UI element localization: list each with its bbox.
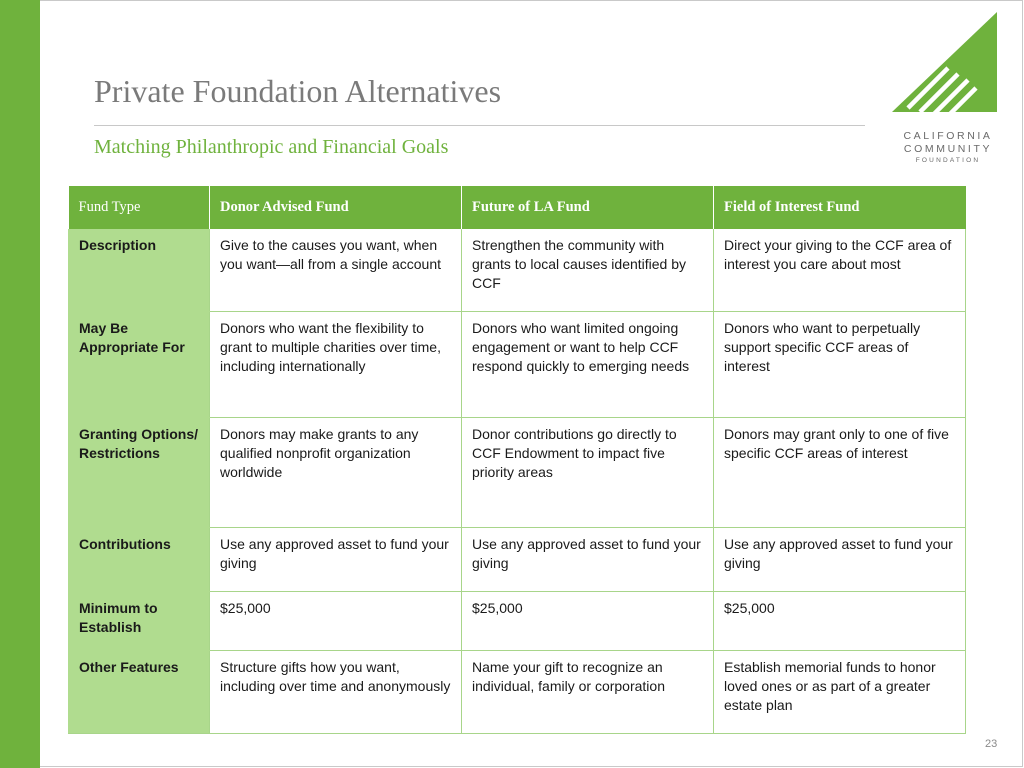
table-cell: $25,000 [714,591,966,650]
page-number: 23 [985,738,998,750]
table-cell: Use any approved asset to fund your giving [462,527,714,591]
row-label: Minimum to Establish [69,591,210,650]
california-community-foundation-mark-icon [886,10,1010,120]
table-cell: Donor contributions go directly to CCF Endowment to impact five priority areas [462,417,714,527]
ccf-logo [886,10,1010,170]
table-cell: $25,000 [462,591,714,650]
table-cell: Give to the causes you want, when you want—all from a single account [210,229,462,311]
logo-text-california: CALIFORNIA [903,130,993,142]
table-cell: Strengthen the community with grants to local causes identified by CCF [462,229,714,311]
table-cell: Use any approved asset to fund your giving [714,527,966,591]
table-cell: Donors who want limited ongoing engagement or want to help CCF respond quickly to emerging needs [462,311,714,417]
table-cell: Direct your giving to the CCF area of interest you care about most [714,229,966,311]
table-cell: Structure gifts how you want, including over time and anonymously [210,650,462,733]
table-row-appropriate-for [69,311,966,417]
table-cell: Name your gift to recognize an individual, family or corporation [462,650,714,733]
table-row-contributions [69,527,966,591]
table-row-description [69,229,966,311]
row-label: Granting Options/ Restrictions [69,417,210,527]
table-cell: Establish memorial funds to honor loved ones or as part of a greater estate plan [714,650,966,733]
header-donor-advised-fund: Donor Advised Fund [210,186,462,229]
table-cell: Donors who want the flexibility to grant to multiple charities over time, including internationally [210,311,462,417]
row-label: Contributions [69,527,210,591]
table-row-minimum [69,591,966,650]
table-cell: Use any approved asset to fund your giving [210,527,462,591]
logo-text-foundation: FOUNDATION [915,157,981,164]
table-row-granting-options [69,417,966,527]
header-field-of-interest-fund: Field of Interest Fund [714,186,966,229]
table-cell: Donors may make grants to any qualified nonprofit organization worldwide [210,417,462,527]
table-header-row [69,186,966,229]
fund-comparison-table [68,186,966,734]
header-fund-type: Fund Type [69,186,210,229]
table-cell: Donors may grant only to one of five specific CCF areas of interest [714,417,966,527]
header-future-of-la-fund: Future of LA Fund [462,186,714,229]
slide-subtitle: Matching Philanthropic and Financial Goals [94,136,449,158]
title-divider [94,125,865,126]
table-row-other-features [69,650,966,733]
left-accent-bar [0,0,40,768]
logo-text-community: COMMUNITY [903,143,993,155]
row-label: May Be Appropriate For [69,311,210,417]
table-cell: $25,000 [210,591,462,650]
row-label: Description [69,229,210,311]
table-cell: Donors who want to perpetually support specific CCF areas of interest [714,311,966,417]
slide-title: Private Foundation Alternatives [94,73,502,109]
row-label: Other Features [69,650,210,733]
